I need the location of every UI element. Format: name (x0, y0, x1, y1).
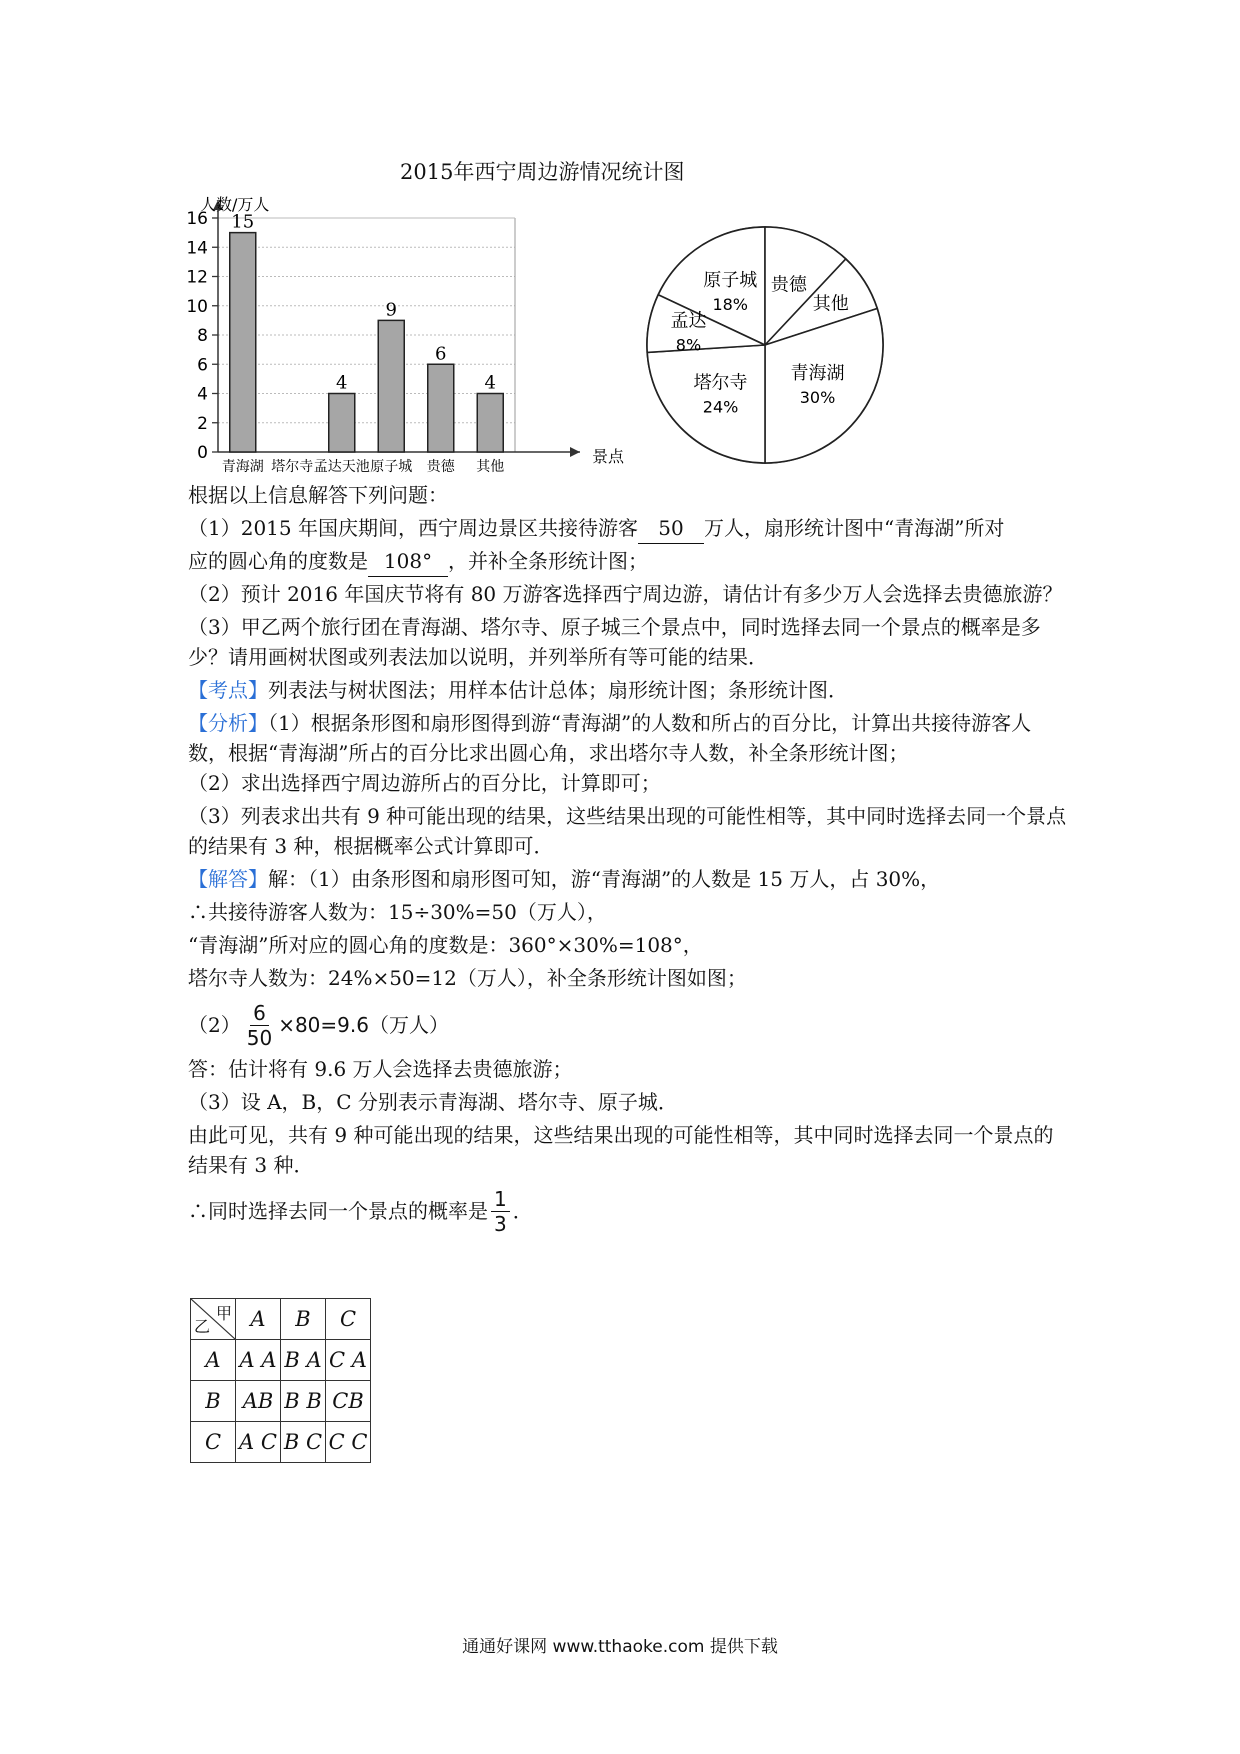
jieda-tag: 【解答】 (188, 867, 268, 891)
bar-data-label: 15 (231, 211, 255, 233)
row-header: C (191, 1422, 236, 1463)
bar-data-label: 9 (385, 299, 397, 321)
table-cell: B B (281, 1381, 326, 1422)
bar-data-label: 4 (484, 372, 496, 394)
jieda-9-prefix: ∴同时选择去同一个景点的概率是 (188, 1199, 488, 1223)
kaodian-tag: 【考点】 (188, 678, 268, 702)
jieda-7: （3）设 A，B，C 分别表示青海湖、塔尔寺、原子城． (188, 1090, 678, 1114)
pie-slice-label: 塔尔寺 (693, 372, 748, 394)
jieda-5 (188, 996, 1068, 1054)
table-cell: A A (236, 1340, 281, 1381)
bar-chart-categories (222, 458, 505, 475)
fraction-denominator: 50 (246, 1025, 273, 1050)
kaodian (188, 675, 1068, 708)
fraction-1-3 (491, 1187, 510, 1236)
jieda-9-suffix: ． (512, 1199, 533, 1223)
q1-text-c: 应的圆心角的度数是 (188, 549, 368, 573)
x-category-label: 塔尔寺 (271, 459, 314, 475)
pie-slice-percent: 24% (702, 397, 739, 417)
jieda-1-text: 解：（1）由条形图和扇形图可知，游“青海湖”的人数是 15 万人，占 30%， (268, 867, 941, 891)
corner-label-jia: 甲 (215, 1304, 232, 1323)
table-cell: B A (281, 1340, 326, 1381)
fraction-denominator: 3 (494, 1211, 507, 1236)
x-category-label: 原子城 (370, 459, 413, 475)
fenxi-1-text: （1）根据条形图和扇形图得到游“青海湖”的人数和所占的百分比，计算出共接待游客人数，根据“青海湖”所占的百分比求出圆心角，求出塔尔寺人数，补全条形统计图； (188, 711, 1032, 765)
corner-label-yi: 乙 (194, 1317, 211, 1336)
x-axis-arrow-icon (570, 447, 580, 457)
table-cell: CB (326, 1381, 371, 1422)
chart-title: 2015年西宁周边游情况统计图 (400, 160, 685, 184)
col-header: A (236, 1299, 281, 1340)
jieda-3: “青海湖”所对应的圆心角的度数是：360°×30%=108°， (188, 933, 703, 957)
question-1-line1 (188, 513, 1068, 546)
bar (477, 394, 503, 453)
table-header-row (191, 1299, 371, 1340)
q1-text-d: ，并补全条形统计图； (448, 549, 648, 573)
table-cell: C C (326, 1422, 371, 1463)
jieda-9 (188, 1180, 1068, 1242)
bar-chart-grid (218, 218, 515, 452)
x-category-label: 青海湖 (221, 459, 264, 475)
table-cell: A C (236, 1422, 281, 1463)
pie-slice-label: 贵德 (770, 274, 807, 296)
fraction-numerator: 1 (491, 1187, 510, 1212)
pie-slice-percent: 18% (712, 295, 749, 315)
jieda-2: ∴共接待游客人数为：15÷30%=50（万人）， (188, 900, 607, 924)
bar-chart-ticks (186, 209, 218, 463)
y-axis-label: 人数/万人 (200, 195, 270, 214)
y-tick-label: 4 (197, 384, 208, 405)
fraction-6-50 (244, 1001, 275, 1050)
pie-slice-label: 青海湖 (790, 363, 845, 385)
fenxi-1 (188, 708, 1068, 768)
pie-chart (640, 220, 890, 470)
x-category-label: 孟达天池 (313, 459, 370, 475)
jieda-5-prefix: （2） (188, 1013, 241, 1037)
question-block (188, 480, 1068, 1242)
bar (329, 394, 355, 453)
col-header: C (326, 1299, 371, 1340)
question-intro: 根据以上信息解答下列问题： (188, 483, 448, 507)
table-row (191, 1422, 371, 1463)
question-1-line2 (188, 546, 1068, 579)
y-tick-label: 2 (197, 413, 208, 434)
x-axis-label: 景点 (592, 447, 625, 466)
bar (230, 233, 256, 452)
jieda-5-suffix: ×80=9.6（万人） (278, 1013, 449, 1037)
page-footer: 通通好课网 www.tthaoke.com 提供下载 (462, 1637, 778, 1657)
bar (428, 364, 454, 452)
table-cell: C A (326, 1340, 371, 1381)
bar (378, 320, 404, 452)
bar-chart (180, 190, 640, 480)
q1-text-b: 万人，扇形统计图中“青海湖”所对 (703, 516, 1005, 540)
fraction-numerator: 6 (250, 1001, 269, 1026)
answer-blank-angle: 108° (368, 546, 448, 577)
pie-slice-label: 其他 (812, 293, 849, 315)
table-cell: AB (236, 1381, 281, 1422)
probability-table (190, 1298, 371, 1463)
table-corner-cell (191, 1299, 236, 1340)
y-tick-label: 14 (186, 238, 208, 259)
fenxi-tag: 【分析】 (188, 711, 268, 735)
jieda-8: 由此可见，共有 9 种可能出现的结果，这些结果出现的可能性相等，其中同时选择去同一个景点的结果有 3 种． (188, 1123, 1054, 1177)
question-2: （2）预计 2016 年国庆节将有 80 万游客选择西宁周边游，请估计有多少万人会选择去贵德旅游？ (188, 582, 1063, 606)
pie-slice-label: 孟达 (670, 310, 707, 332)
jieda-4: 塔尔寺人数为：24%×50=12（万人），补全条形统计图如图； (188, 966, 747, 990)
row-header: B (191, 1381, 236, 1422)
y-tick-label: 0 (197, 443, 208, 463)
x-category-label: 贵德 (426, 459, 455, 475)
q1-text-a: （1）2015 年国庆期间，西宁周边景区共接待游客 (188, 516, 638, 540)
kaodian-text: 列表法与树状图法；用样本估计总体；扇形统计图；条形统计图． (268, 678, 848, 702)
jieda-6: 答：估计将有 9.6 万人会选择去贵德旅游； (188, 1057, 573, 1081)
row-header: A (191, 1340, 236, 1381)
y-tick-label: 8 (197, 326, 208, 346)
fenxi-2: （2）求出选择西宁周边游所占的百分比，计算即可； (188, 771, 661, 795)
bar-data-label: 4 (336, 372, 348, 394)
fenxi-3: （3）列表求出共有 9 种可能出现的结果，这些结果出现的可能性相等，其中同时选择去同一个景点的结果有 3 种，根据概率公式计算即可． (188, 804, 1067, 858)
question-3: （3）甲乙两个旅行团在青海湖、塔尔寺、原子城三个景点中，同时选择去同一个景点的概率是多少？请用画树状图或列表法加以说明，并列举所有等可能的结果． (188, 615, 1041, 669)
y-tick-label: 12 (186, 267, 208, 288)
y-tick-label: 10 (186, 296, 208, 317)
pie-slice-percent: 30% (799, 388, 836, 408)
bar-data-label: 6 (435, 343, 447, 365)
jieda-1 (188, 864, 1068, 897)
pie-slice-percent: 8% (675, 335, 702, 355)
y-tick-label: 6 (197, 355, 208, 376)
col-header: B (281, 1299, 326, 1340)
answer-blank-visitors: 50 (638, 513, 704, 544)
table-cell: B C (281, 1422, 326, 1463)
table-row (191, 1381, 371, 1422)
table-row (191, 1340, 371, 1381)
x-category-label: 其他 (476, 459, 505, 475)
pie-slice-label: 原子城 (703, 270, 758, 292)
y-tick-label: 16 (186, 209, 208, 229)
